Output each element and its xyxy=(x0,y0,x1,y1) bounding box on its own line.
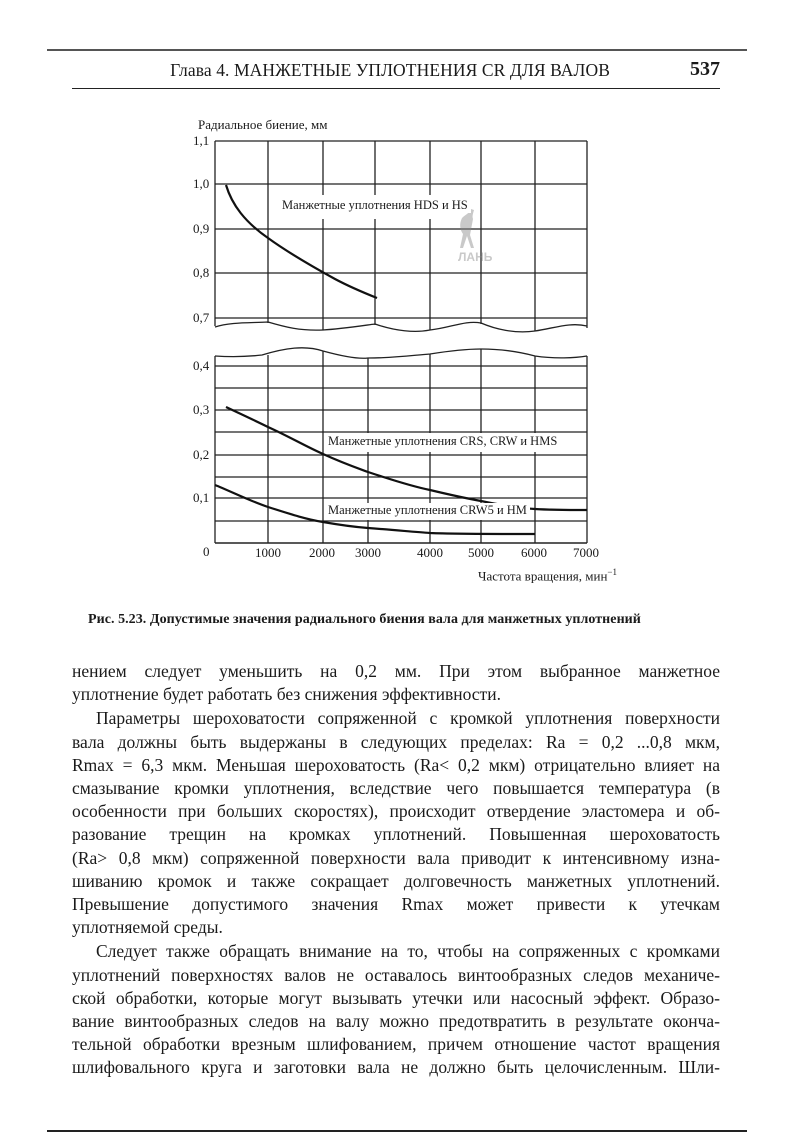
lan-watermark-icon xyxy=(458,209,493,264)
series-label-crs-crw-hms: Манжетные уплотнения CRS, CRW и HMS xyxy=(325,434,560,449)
chapter-title: Глава 4. МАНЖЕТНЫЕ УПЛОТНЕНИЯ CR ДЛЯ ВАЛОВ xyxy=(170,60,610,80)
series-label-crw5-hm: Манжетные уплотнения CRW5 и HM xyxy=(325,503,530,518)
x-axis-title: Частота вращения, мин$^{-1}$ xyxy=(478,567,617,584)
body-text xyxy=(72,660,720,1080)
x-tick-label: 1000 xyxy=(255,545,281,560)
y-tick-label: 0,1 xyxy=(193,490,210,505)
series-label-hds-hs: Манжетные уплотнения HDS и HS xyxy=(279,198,471,213)
x-tick-label: 6000 xyxy=(521,545,547,560)
y-tick-label: 1,0 xyxy=(193,176,210,191)
y-tick-label: 0,2 xyxy=(193,447,210,462)
y-tick-label: 1,1 xyxy=(193,133,210,148)
paragraph: нением следует уменьшить на 0,2 мм. При этом выбранное манжетное уплотнение будет работать без снижения эффективности. xyxy=(72,661,720,705)
y-tick-label: 0,7 xyxy=(193,310,210,325)
svg-text:ЛАНЬ: ЛАНЬ xyxy=(458,250,493,264)
y-tick-label: 0 xyxy=(203,544,210,559)
y-tick-label: 0,8 xyxy=(193,265,210,280)
curve-crs-crw-hms xyxy=(226,407,587,510)
y-tick-label: 0,3 xyxy=(193,402,210,417)
x-tick-label: 7000 xyxy=(573,545,599,560)
x-tick-label: 5000 xyxy=(468,545,494,560)
x-tick-label: 2000 xyxy=(309,545,335,560)
y-axis-title: Радиальное биение, мм xyxy=(198,117,328,132)
page-number: 537 xyxy=(690,58,720,80)
y-tick-label: 0,4 xyxy=(193,358,210,373)
paragraph: Параметры шероховатости сопряженной с кромкой уплотнения поверхности вала должны быть выдержаны в следующих пределах: Ra = 0,2 ...0,8 мкм, Rmax = 6,3 мкм. Меньшая шероховатость (Ra< 0,2 мкм) отрицательно влияет на смазывание кромки уплотнения, вследствие чего повышается температура (в особенности при больших скоростях), происходит отвердение эластомера и об- разование трещин на кромках уплотнений. Повышенная шероховатость (Ra> 0,8 мкм) сопряженной поверхности вала приводит к интенсивному изна- шиванию кромок и также сокращает долговечность манжетных уплотнений. Превышение допустимого значения Rmax может привести к утечкам уплотняемой среды. xyxy=(72,708,720,938)
x-tick-label: 4000 xyxy=(417,545,443,560)
figure-caption: Рис. 5.23. Допустимые значения радиального биения вала для манжетных уплотнений xyxy=(88,612,641,627)
paragraph: Следует также обращать внимание на то, чтобы на сопряженных с кромками уплотнений поверхностях валов не оставалось винтообразных следов механиче- ской обработки, которые могут вызывать утечки или насосный эффект. Образо- вание винтообразных следов на валу можно предотвратить в результате оконча- тельной обработки врезным шлифованием, причем отношение частот вращения шлифовального круга и заготовки вала не должно быть целочисленным. Шли- xyxy=(72,941,720,1078)
bottom-rule xyxy=(47,1130,747,1132)
x-tick-label: 3000 xyxy=(355,545,381,560)
y-tick-label: 0,9 xyxy=(193,221,210,236)
